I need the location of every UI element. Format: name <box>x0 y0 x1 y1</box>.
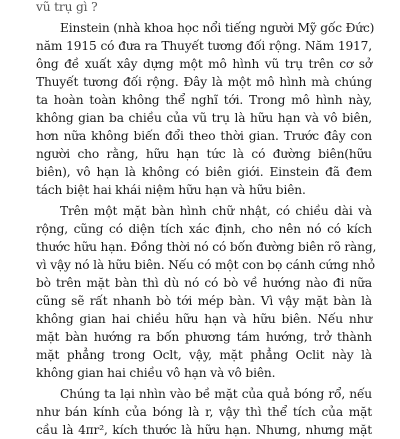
text-line: hơn nữa không biến đổi theo thời gian. Trước đây con <box>36 129 372 143</box>
text-line: ông đề xuất xây dựng một mô hình vũ trụ trên cơ sở <box>36 57 372 71</box>
text-line: Chúng ta lại nhìn vào bề mặt của quả bóng rổ, nếu <box>60 387 372 401</box>
text-line: cầu là 4πr², kích thước là hữu hạn. Nhưng, nhưng mặt <box>36 423 372 437</box>
text-line: không gian ba chiều của vũ trụ là hữu hạn và vô biên, <box>36 111 372 125</box>
text-line: năm 1915 có đưa ra Thuyết tương đối rộng. Năm 1917, <box>36 39 372 53</box>
text-line: bò trên mặt bàn thì dù nó có bò về hướng nào đi nữa <box>36 276 372 290</box>
text-line: ta hoàn toàn không thể nghĩ tới. Trong mô hình này, <box>36 93 372 107</box>
text-line: cũng sẽ rất nhanh bò tới mép bàn. Vì vậy mặt bàn là <box>36 294 372 308</box>
text-line: tách biệt hai khái niệm hữu hạn và hữu biên. <box>36 183 306 197</box>
text-line: mặt phẳng trong Oclt, vậy, mặt phẳng Oclit này là <box>36 348 372 362</box>
text-line: biên), vô hạn là không có biên giới. Einstein đã đem <box>36 165 372 179</box>
text-line: như bán kính của bóng là r, vậy thì thể tích của mặt <box>36 405 372 419</box>
text-line: không gian hai chiều vô hạn và vô biên. <box>36 366 276 380</box>
text-line: rộng, cũng có diện tích xác định, cho nên nó có kích <box>36 222 372 236</box>
text-line: thước hữu hạn. Đồng thời nó có bốn đường biên rõ ràng, <box>36 240 377 254</box>
text-line: mặt bàn hướng ra bốn phương tám hướng, trở thành <box>36 330 372 344</box>
body-text <box>36 0 377 439</box>
text-line: vì vậy nó là hữu biên. Nếu có một con bọ cánh cứng nhỏ <box>36 258 375 272</box>
text-line: Trên một mặt bàn hình chữ nhật, có chiều dài và <box>60 204 372 218</box>
text-line: Thuyết tương đối rộng. Đây là một mô hình mà chúng <box>36 75 372 89</box>
text-line: không gian hai chiều hữu hạn và hữu biên. Nếu như <box>36 312 372 326</box>
text-line: vũ trụ gì ? <box>36 0 98 14</box>
text-line: Einstein (nhà khoa học nổi tiếng người Mỹ gốc Đức) <box>60 21 375 35</box>
text-line: người cho rằng, hữu hạn tức là có đường biên(hữu <box>36 147 372 161</box>
